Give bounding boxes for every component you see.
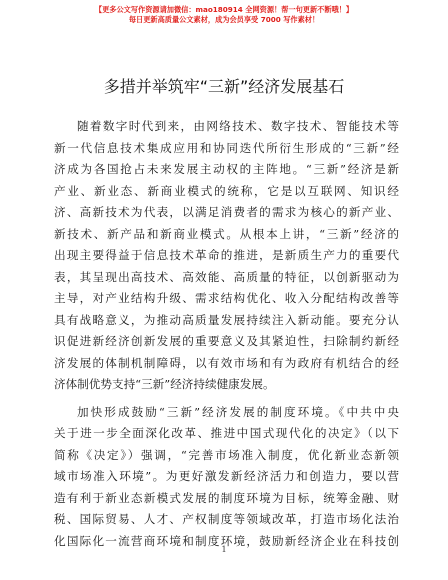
- paragraph-line: 识促进新经济创新发展的重要意义及其紧迫性，扫除制约新经: [54, 334, 399, 348]
- document-title: 多措并举筑牢“三新”经济发展基石: [103, 77, 345, 96]
- page-number: 1: [221, 545, 227, 554]
- promo-banner-line-2: 每日更新高质量公文素材，成为会员享受 7000 写作素材！: [128, 15, 320, 24]
- paragraph-line: 新一代信息技术集成应用和协同迭代所衍生形成的“三新”经: [54, 140, 399, 155]
- paragraph-line: 造有利于新业态新模式发展的制度环境为目标，统筹金融、财: [54, 490, 399, 505]
- document-body: [54, 116, 399, 552]
- paragraph-line: 济发展的体制机制障碍，以有效市场和有为政府有机结合的经: [54, 355, 399, 370]
- paragraph-2: [54, 402, 399, 553]
- paragraph-line: 税、国际贸易、人才、产权制度等领域改革，打造市场化法治: [54, 512, 399, 526]
- paragraph-line: 济、高新技术为代表，以满足消费者的需求为核心的新产业、: [54, 205, 399, 219]
- paragraph-line: 济成为各国抢占未来发展主动权的主阵地。“三新”经济是新: [54, 162, 399, 176]
- paragraph-line: 新技术、新产品和新商业模式。从根本上讲，“三新”经济的: [54, 226, 399, 241]
- paragraph-1: [54, 116, 399, 396]
- paragraph-line: 具有战略意义，为推动高质量发展持续注入新动能。要充分认: [54, 312, 399, 327]
- paragraph-line: 出现主要得益于信息技术革命的推进，是新质生产力的重要代: [54, 248, 399, 262]
- paragraph-line: 加快形成鼓励“三新”经济发展的制度环境。《中共中央: [77, 404, 399, 419]
- paragraph-line: 随着数字时代到来，由网络技术、数字技术、智能技术等: [77, 119, 399, 133]
- paragraph-line: 关于进一步全面深化改革、推进中国式现代化的决定》（以下: [54, 426, 399, 440]
- paragraph-line: 简称《决定》）强调，“完善市场准入制度，优化新业态新领: [54, 447, 399, 462]
- promo-banner-line-1: 【更多公文写作资源请加微信：mao180914 全网资源！帮一句更新不断哦！】: [94, 5, 354, 14]
- paragraph-line: 化国际化一流营商环境和制度环境，鼓励新经济企业在科技创: [54, 533, 399, 548]
- paragraph-line: 主导，对产业结构升级、需求结构优化、收入分配结构改善等: [54, 291, 399, 305]
- paragraph-line: 域市场准入环境”。为更好激发新经济活力和创造力，要以营: [54, 469, 399, 483]
- paragraph-line: 济体制优势支持“三新”经济持续健康发展。: [54, 377, 275, 391]
- paragraph-line: 产业、新业态、新商业模式的统称，它是以互联网、知识经: [54, 183, 399, 198]
- paragraph-line: 表，其呈现出高技术、高效能、高质量的特征，以创新驱动为: [54, 269, 399, 284]
